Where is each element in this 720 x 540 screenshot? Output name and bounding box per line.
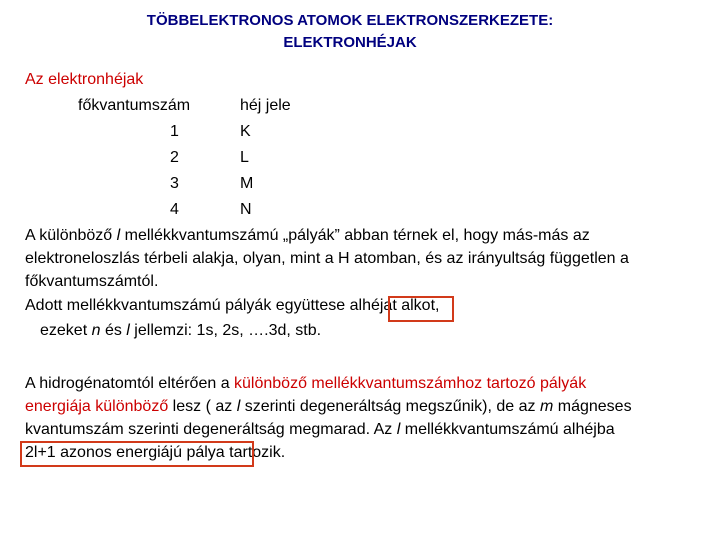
page-title [0, 10, 700, 54]
paragraph-line: kvantumszám szerinti degeneráltság megmarad. Az l mellékkvantumszámú alhéjba [25, 421, 615, 438]
table-cell-shell: N [240, 201, 252, 218]
table-cell-shell: K [240, 123, 251, 140]
table-cell-n: 1 [170, 123, 179, 140]
paragraph-line: Adott mellékkvantumszámú pályák együttese alhéjat alkot, [25, 297, 440, 314]
highlighted-term: 2l+1 azonos energiájú pálya [25, 444, 225, 461]
highlight-box [388, 296, 454, 322]
paragraph-line: ezeket n és l jellemzi: 1s, 2s, ….3d, stb. [40, 322, 322, 339]
section-heading: Az elektronhéjak [25, 71, 144, 88]
title-line-2: ELEKTRONHÉJAK [283, 34, 417, 51]
paragraph-line: 2l+1 azonos energiájú pálya tartozik. [25, 444, 286, 461]
col-header-shell-symbol: héj jele [240, 97, 291, 114]
table-cell-n: 3 [170, 175, 179, 192]
table-cell-shell: M [240, 175, 254, 192]
title-line-1: TÖBBELEKTRONOS ATOMOK ELEKTRONSZERKEZETE: [146, 12, 554, 29]
paragraph-line: A hidrogénatomtól eltérően a különböző mellékkvantumszámhoz tartozó pályák [25, 375, 587, 392]
paragraph-line: energiája különböző lesz ( az l szerinti degeneráltság megszűnik), de az m mágneses [25, 398, 632, 415]
table-cell-shell: L [240, 149, 249, 166]
paragraph-line: elektroneloszlás térbeli alakja, olyan, mint a H atomban, és az irányultság független a [25, 250, 629, 267]
table-cell-n: 4 [170, 201, 179, 218]
table-cell-n: 2 [170, 149, 179, 166]
col-header-principal-quantum-number: főkvantumszám [78, 97, 191, 114]
paragraph-line: főkvantumszámtól. [25, 273, 159, 290]
highlighted-term: alhéjat [349, 297, 397, 314]
paragraph-line: A különböző l mellékkvantumszámú „pályák” abban térnek el, hogy más-más az [25, 227, 590, 244]
highlight-box [20, 441, 254, 467]
